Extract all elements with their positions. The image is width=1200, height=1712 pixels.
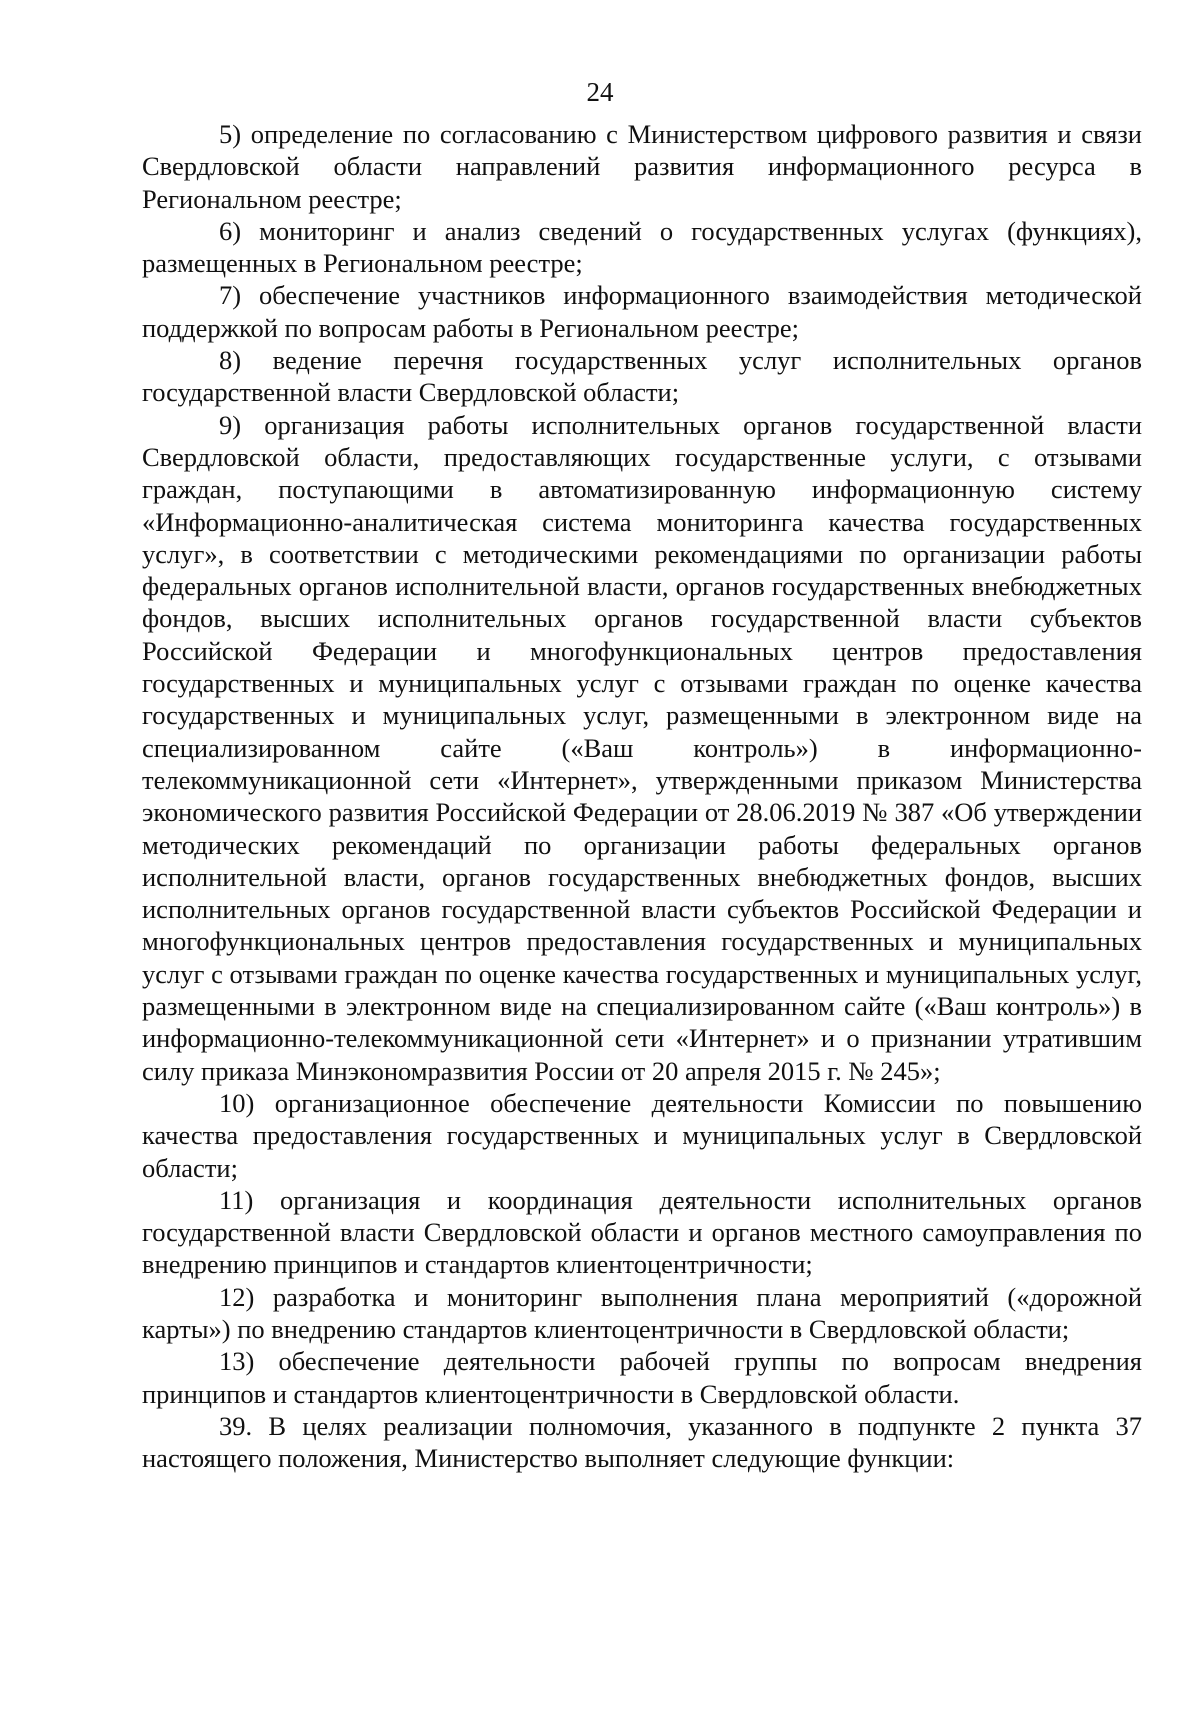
paragraph-item-13: 13) обеспечение деятельности рабочей группы по вопросам внедрения принципов и стандартов клиентоцентричности в Свердловской области. — [142, 1346, 1142, 1409]
paragraph-item-9: 9) организация работы исполнительных органов государственной власти Свердловской области, предоставляющих государственные услуги, с отзывами граждан, поступающими в автоматизированную информационную систему «Информационно-аналитическая система мониторинга качества государственных услуг», в соответствии с методическими рекомендациями по организации работы федеральных органов исполнительной власти, органов государственных внебюджетных фондов, высших исполнительных органов государственной власти субъектов Российской Федерации и многофункциональных центров предоставления государственных и муниципальных услуг с отзывами граждан по оценке качества государственных и муниципальных услуг, размещенными в электронном виде на специализированном сайте («Ваш контроль») в информационно-телекоммуникационной сети «Интернет», утвержденными приказом Министерства экономического развития Российской Федерации от 28.06.2019 № 387 «Об утверждении методических рекомендаций по организации работы федеральных органов исполнительной власти, органов государственных внебюджетных фондов, высших исполнительных органов государственной власти субъектов Российской Федерации и многофункциональных центров предоставления государственных и муниципальных услуг с отзывами граждан по оценке качества государственных и муниципальных услуг, размещенными в электронном виде на специализированном сайте («Ваш контроль») в информационно-телекоммуникационной сети «Интернет» и о признании утратившим силу приказа Минэкономразвития России от 20 апреля 2015 г. № 245»; — [142, 409, 1142, 1086]
paragraph-item-8: 8) ведение перечня государственных услуг исполнительных органов государственной власти Свердловской области; — [142, 345, 1142, 408]
paragraph-item-12: 12) разработка и мониторинг выполнения плана мероприятий («дорожной карты») по внедрению стандартов клиентоцентричности в Свердловской области; — [142, 1281, 1142, 1344]
paragraph-clause-39: 39. В целях реализации полномочия, указанного в подпункте 2 пункта 37 настоящего положения, Министерство выполняет следующие функции: — [142, 1410, 1142, 1474]
paragraph-item-10: 10) организационное обеспечение деятельности Комиссии по повышению качества предоставления государственных и муниципальных услуг в Свердловской области; — [142, 1087, 1142, 1183]
paragraph-item-7: 7) обеспечение участников информационного взаимодействия методической поддержкой по вопросам работы в Региональном реестре; — [142, 280, 1142, 343]
document-body — [142, 118, 1142, 1474]
paragraph-item-11: 11) организация и координация деятельности исполнительных органов государственной власти Свердловской области и органов местного самоуправления по внедрению принципов и стандартов клиентоцентричности; — [142, 1184, 1142, 1280]
page-number: 24 — [586, 77, 614, 107]
paragraph-item-5: 5) определение по согласованию с Министерством цифрового развития и связи Свердловской области направлений развития информационного ресурса в Региональном реестре; — [142, 119, 1142, 214]
paragraph-item-6: 6) мониторинг и анализ сведений о государственных услугах (функциях), размещенных в Региональном реестре; — [142, 215, 1142, 279]
